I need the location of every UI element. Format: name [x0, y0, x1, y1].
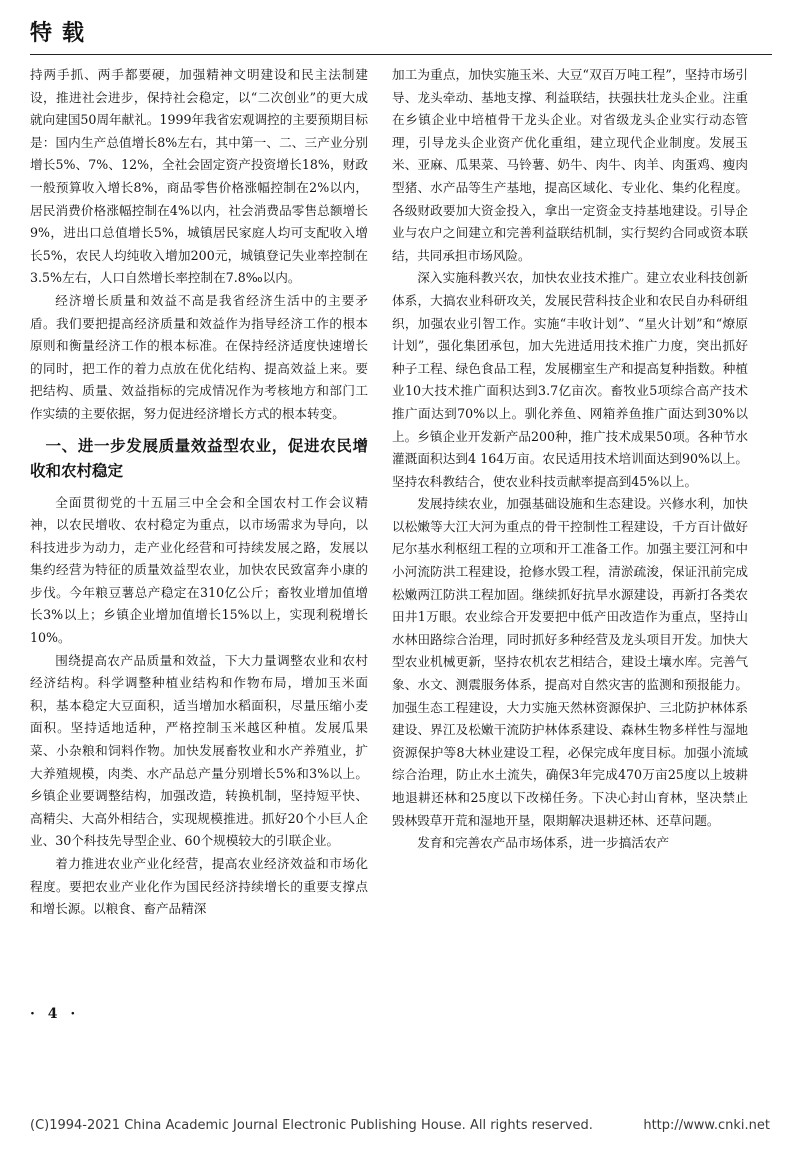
section-heading-agriculture: 一、进一步发展质量效益型农业，促进农民增收和农村稳定	[30, 436, 368, 480]
paragraph-sustainable-agriculture: 发展持续农业，加强基础设施和生态建设。兴修水利，加快以松嫩等大江大河为重点的骨干控制性工程建设，千方百计做好尼尔基水利枢纽工程的立项和开工准备工作。加强主要江河和中小河流防洪工程建设，抢修水毁工程，清淤疏浚，保证汛前完成松嫩两江防洪工程加固。继续抓好抗旱水源建设，再新打各类农田井1万眼。农业综合开发要把中低产田改造作为重点，坚持山水林田路综合治理，同时抓好多种经营及龙头项目开发。加快大型农业机械更新，坚持农机农艺相结合，建设土壤水库。完善气象、水文、测震服务体系，提高对自然灾害的监测和预报能力。加强生态工程建设，大力实施天然林资源保护、三北防护林体系建设、界江及松嫩干流防护林体系建设、森林生物多样性与湿地资源保护等8大林业建设工程，必保完成年度目标。加强小流域综合治理，防止水土流失，确保3年完成470万亩25度以上坡耕地退耕还林和25度以下改梯任务。下决心封山育林，坚决禁止毁林毁草开荒和湿地开垦，限期解决退耕还林、还草问题。	[392, 496, 748, 828]
paragraph-macro-targets: 持两手抓、两手都要硬，加强精神文明建设和民主法制建设，推进社会进步，保持社会稳定，以“二次创业”的更大成就向建国50周年献礼。1999年我省宏观调控的主要预期目标是：国内生产总值增长8%左右，其中第一、二、三产业分别增长5%、7%、12%，全社会固定资产投资增长18%，财政一般预算收入增长8%，商品零售价格涨幅控制在2%以内，居民消费价格涨幅控制在4%以内，社会消费品零售总额增长9%，进出口总值增长5%，城镇居民家庭人均可支配收入增长5%，农民人均纯收入增加200元，城镇登记失业率控制在3.5%左右，人口自然增长率控制在7.8‰以内。	[30, 67, 368, 286]
footer-link[interactable]: http://www.cnki.net	[643, 1118, 770, 1133]
page-header	[0, 0, 800, 58]
paragraph-science-education: 深入实施科教兴农，加快农业技术推广。建立农业科技创新体系，大搞农业科研攻关，发展民营科技企业和农民自办科研组织，加强农业引智工作。实施“丰收计划”、“星火计划”和“燎原计划”，强化集团承包，加大先进适用技术推广力度，突出抓好种子工程、绿色食品工程，发展棚室生产和提高复种指数。种植业10大技术推广面积达到3.7亿亩次。畜牧业5项综合高产技术推广面达到70%以上。驯化养鱼、网箱养鱼推广面达到30%以上。乡镇企业开发新产品200种，推广技术成果50项。各种节水灌溉面积达到4 164万亩。农民适用技术培训面达到90%以上。坚持农科教结合，使农业科技贡献率提高到45%以上。	[392, 270, 748, 489]
right-column	[392, 64, 748, 855]
paragraph-processing: 加工为重点，加快实施玉米、大豆“双百万吨工程”，坚持市场引导、龙头牵动、基地支撑、利益联结，扶强扶壮龙头企业。注重在乡镇企业中培植骨干龙头企业。对省级龙头企业实行动态管理，引导龙头企业资产优化重组，建立现代企业制度。发展玉米、亚麻、瓜果菜、马铃薯、奶牛、肉牛、肉羊、肉蛋鸡、瘦肉型猪、水产品等生产基地，提高区域化、专业化、集约化程度。各级财政要加大资金投入，拿出一定资金支持基地建设。引导企业与农户之间建立和完善利益联结机制，实行契约合同或资本联结，共同承担市场风险。	[392, 67, 748, 263]
paragraph-growth-quality: 经济增长质量和效益不高是我省经济生活中的主要矛盾。我们要把提高经济质量和效益作为指导经济工作的根本原则和衡量经济工作的根本标准。在保持经济适度快速增长的同时，把工作的着力点放在优化结构、提高效益上来。要把结构、质量、效益指标的完成情况作为考核地方和部门工作实绩的主要依据，努力促进经济增长方式的根本转变。	[30, 292, 368, 421]
page-number: · 4 ·	[30, 1006, 80, 1022]
paragraph-industrialization: 着力推进农业产业化经营，提高农业经济效益和市场化程度。要把农业产业化作为国民经济持续增长的重要支撑点和增长源。以粮食、畜产品精深	[30, 856, 368, 917]
left-column	[30, 64, 368, 921]
paragraph-market-system: 发育和完善农产品市场体系，进一步搞活农产	[417, 835, 670, 851]
paragraph-structure-adjustment: 围绕提高农产品质量和效益，下大力量调整农业和农村经济结构。科学调整种植业结构和作物布局，增加玉米面积，基本稳定大豆面积，适当增加水稻面积，尽量压缩小麦面积。坚持适地适种，严格控制玉米越区种植。发展瓜果菜、小杂粮和饲料作物。加快发展畜牧业和水产养殖业，扩大养殖规模，肉类、水产品总产量分别增长5%和3%以上。乡镇企业要调整结构，加强改造，转换机制，坚持短平快、高精尖、大高外相结合，实现规模推进。抓好20个小巨人企业、30个科技先导型企业、60个规模较大的引联企业。	[30, 652, 368, 849]
header-rule	[30, 54, 772, 55]
paragraph-party-spirit: 全面贯彻党的十五届三中全会和全国农村工作会议精神，以农民增收、农村稳定为重点，以市场需求为导向，以科技进步为动力，走产业化经营和可持续发展之路，发展以集约经营为特征的质量效益型农业，加快农民致富奔小康的步伐。今年粮豆薯总产稳定在310亿公斤；畜牧业增加值增长3%以上；乡镇企业增加值增长15%以上，实现利税增长10%。	[30, 494, 368, 646]
copyright-notice: (C)1994-2021 China Academic Journal Electronic Publishing House. All rights reserved.	[30, 1118, 593, 1133]
section-label: 特载	[30, 21, 95, 46]
